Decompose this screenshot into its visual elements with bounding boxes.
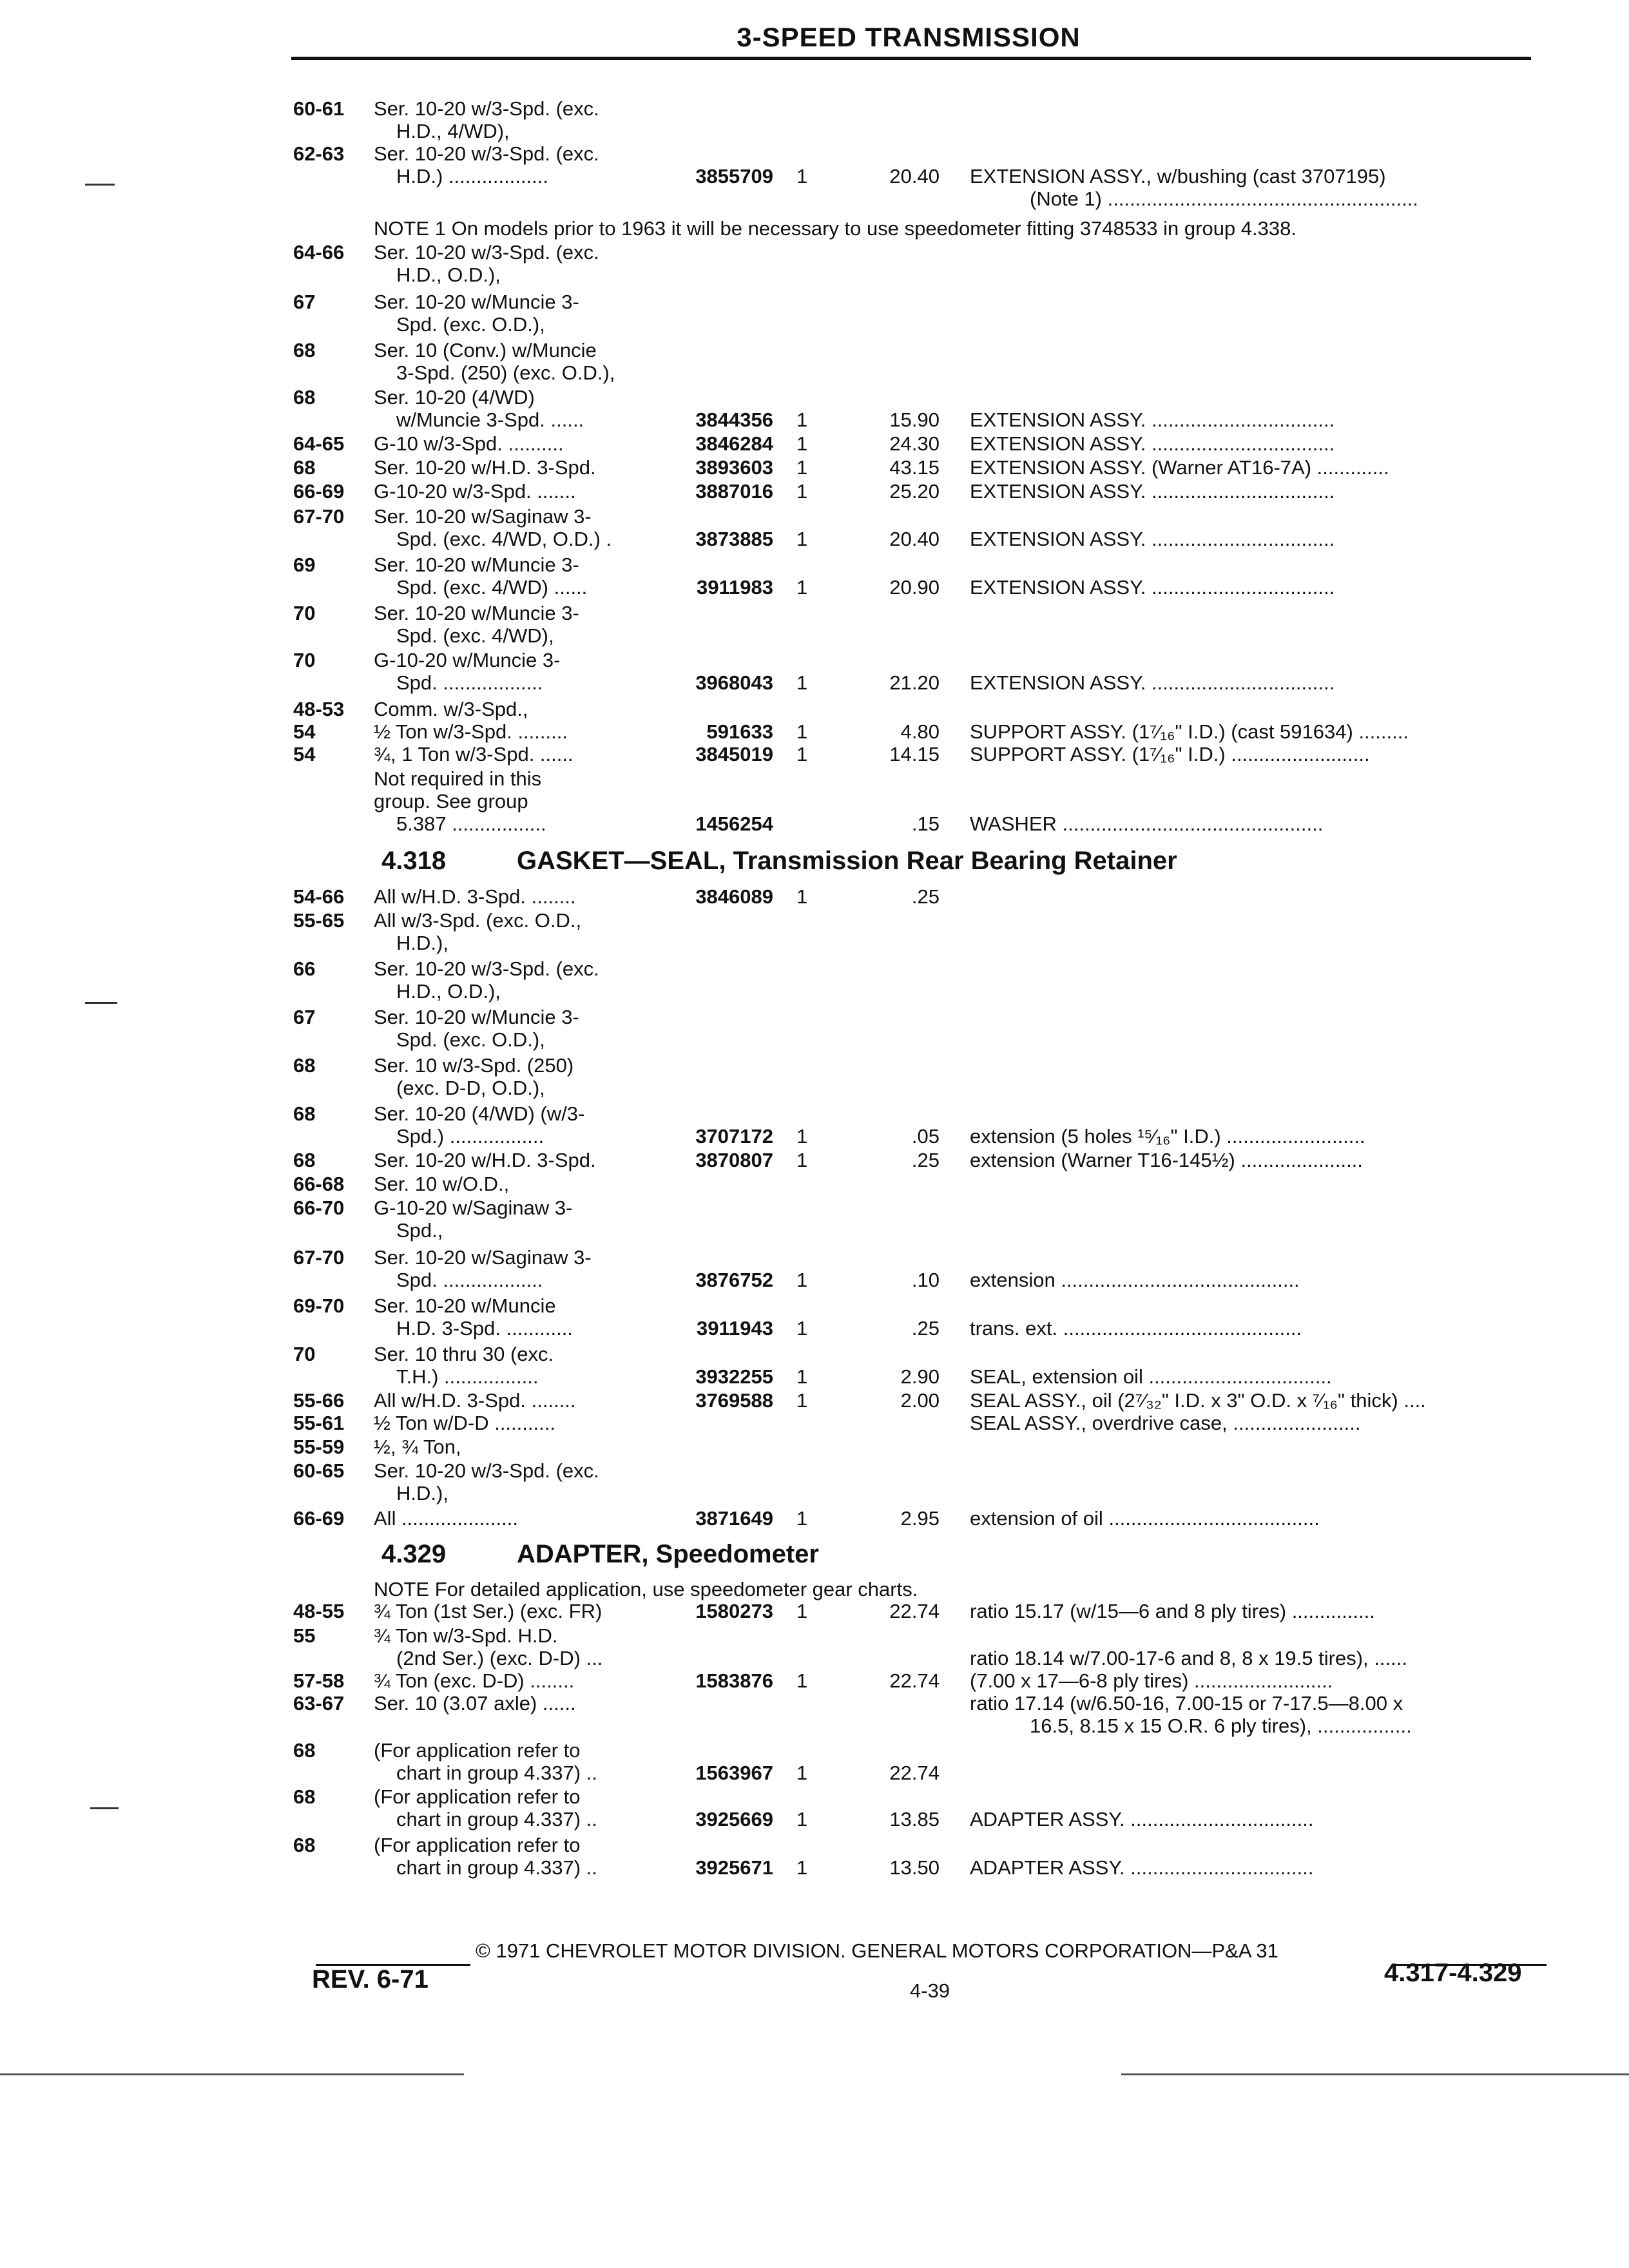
table-row [0, 164, 1629, 189]
model-description: Ser. 10-20 w/Muncie 3- [374, 291, 579, 313]
table-row [0, 1411, 1629, 1436]
table-row [0, 290, 1629, 314]
table-row [0, 119, 1629, 144]
table-row [0, 1599, 1629, 1624]
quantity: 1 [796, 432, 808, 455]
part-name: EXTENSION ASSY. ................................. [970, 576, 1335, 599]
part-name: EXTENSION ASSY. ................................. [970, 671, 1335, 694]
table-row [0, 1833, 1629, 1858]
model-description: Ser. 10-20 w/Muncie [374, 1294, 556, 1317]
quantity: 1 [796, 1507, 808, 1530]
table-row [0, 1316, 1629, 1341]
table-row [0, 720, 1629, 744]
part-name: (7.00 x 17—6-8 ply tires) ......................... [970, 1669, 1333, 1692]
model-description: H.D. 3-Spd. ............ [396, 1317, 573, 1340]
table-row [0, 1148, 1629, 1173]
part-number: 1563967 [695, 1762, 773, 1784]
table-row [0, 1053, 1629, 1078]
price: 22.74 [889, 1669, 940, 1692]
part-number: 3845019 [695, 743, 773, 765]
price: 21.20 [889, 671, 940, 694]
quantity: 1 [796, 456, 808, 479]
part-name: EXTENSION ASSY. (Warner AT16-7A) ............. [970, 456, 1389, 479]
note-text: NOTE For detailed application, use speedometer gear charts. [374, 1578, 918, 1600]
table-row [0, 1102, 1629, 1126]
year-range: 67 [293, 1006, 316, 1028]
model-description: Ser. 10 (Conv.) w/Muncie [374, 339, 597, 361]
table-row [0, 1856, 1629, 1880]
model-description: ½, ¾ Ton, [374, 1436, 461, 1458]
part-name: EXTENSION ASSY. ................................. [970, 408, 1335, 431]
table-row [0, 338, 1629, 363]
table-row [0, 671, 1629, 695]
year-range: 68 [293, 1785, 316, 1808]
model-description: Ser. 10 (3.07 axle) ...... [374, 1692, 576, 1715]
model-description: Ser. 10 w/O.D., [374, 1173, 510, 1195]
model-description: T.H.) ................. [396, 1365, 539, 1388]
model-description: chart in group 4.337) .. [396, 1856, 597, 1879]
part-name: SEAL ASSY., overdrive case, ....................... [970, 1412, 1361, 1434]
table-row [0, 1172, 1629, 1196]
part-number: 3876752 [695, 1269, 773, 1291]
part-name: EXTENSION ASSY. ................................. [970, 432, 1335, 455]
model-description: ½ Ton w/D-D ........... [374, 1412, 555, 1434]
year-range: 60-65 [293, 1459, 345, 1482]
table-row [0, 408, 1629, 432]
table-row [0, 1028, 1629, 1052]
price: 15.90 [889, 408, 940, 431]
price: 24.30 [889, 432, 940, 455]
model-description: Spd. .................. [396, 671, 543, 694]
model-description: Spd. (exc. O.D.), [396, 313, 545, 336]
model-description: Spd., [396, 1219, 443, 1242]
part-number: 3873885 [695, 528, 773, 550]
model-description: Ser. 10-20 w/H.D. 3-Spd. [374, 456, 596, 479]
table-row [0, 885, 1629, 909]
table-row [0, 767, 1629, 791]
year-range: 64-66 [293, 241, 345, 264]
model-description: G-10-20 w/Saginaw 3- [374, 1196, 573, 1219]
model-description: G-10 w/3-Spd. .......... [374, 432, 564, 455]
quantity: 1 [796, 408, 808, 431]
table-row [0, 624, 1629, 648]
model-description: Comm. w/3-Spd., [374, 698, 528, 720]
table-row [0, 1124, 1629, 1149]
model-description: ¾ Ton (1st Ser.) (exc. FR) [374, 1600, 602, 1622]
part-number: 3855709 [695, 165, 773, 187]
table-row [0, 1196, 1629, 1220]
part-name: trans. ext. ........................................... [970, 1317, 1302, 1340]
year-range: 67-70 [293, 505, 345, 528]
year-range: 70 [293, 649, 316, 671]
model-description: 5.387 ................. [396, 812, 546, 835]
quantity: 1 [796, 1856, 808, 1879]
table-row [0, 931, 1629, 956]
part-number: 3887016 [695, 480, 773, 503]
table-row [0, 1389, 1629, 1413]
table-row [0, 1342, 1629, 1367]
model-description: H.D., O.D.), [396, 980, 501, 1003]
table-row [0, 1481, 1629, 1506]
footer-copyright: © 1971 CHEVROLET MOTOR DIVISION. GENERAL MOTORS CORPORATION—P&A 31 [476, 1939, 1278, 1962]
year-range: 64-65 [293, 432, 345, 455]
quantity: 1 [796, 671, 808, 694]
header-rule [291, 57, 1531, 60]
year-range: 63-67 [293, 1692, 345, 1715]
quantity: 1 [796, 1669, 808, 1692]
part-number: 3911943 [697, 1317, 773, 1340]
model-description: Ser. 10-20 (4/WD) (w/3- [374, 1102, 585, 1125]
year-range: 69 [293, 553, 316, 576]
part-number: 3707172 [695, 1125, 773, 1148]
table-row [0, 908, 1629, 933]
price: 14.15 [889, 743, 940, 765]
model-description: ¾ Ton (exc. D-D) ........ [374, 1669, 575, 1692]
table-row [0, 601, 1629, 626]
price: 2.00 [900, 1389, 940, 1412]
model-description: ¾ Ton w/3-Spd. H.D. [374, 1624, 558, 1647]
quantity: 1 [796, 1149, 808, 1171]
table-row [0, 1005, 1629, 1030]
section-title: ADAPTER, Speedometer [517, 1540, 819, 1568]
price: 13.50 [889, 1856, 940, 1879]
part-number: 3846284 [695, 432, 773, 455]
table-row [0, 97, 1629, 121]
table-row [0, 1268, 1629, 1293]
model-description: Ser. 10-20 w/Saginaw 3- [374, 505, 592, 528]
quantity: 1 [796, 1365, 808, 1388]
table-row [0, 1691, 1629, 1716]
price: .15 [911, 812, 940, 835]
table-row [0, 1506, 1629, 1531]
section-heading [381, 845, 1177, 876]
price: 20.90 [889, 576, 940, 599]
price: .25 [911, 1317, 940, 1340]
section-heading [381, 1539, 819, 1570]
year-range: 66-70 [293, 1196, 345, 1219]
part-number: 3925671 [695, 1856, 773, 1879]
part-number: 3871649 [695, 1507, 773, 1530]
table-row [0, 648, 1629, 673]
quantity: 1 [796, 720, 808, 743]
model-description: H.D.), [396, 932, 448, 954]
part-name: ADAPTER ASSY. ................................. [970, 1856, 1314, 1879]
model-description: All w/3-Spd. (exc. O.D., [374, 909, 582, 932]
year-range: 62-63 [293, 142, 345, 165]
model-description: Not required in this [374, 767, 542, 790]
part-name: ratio 15.17 (w/15—6 and 8 ply tires) ............... [970, 1600, 1375, 1622]
quantity: 1 [796, 885, 808, 908]
table-row [0, 479, 1629, 504]
year-range: 55-66 [293, 1389, 345, 1412]
price: 13.85 [889, 1808, 940, 1831]
quantity: 1 [796, 480, 808, 503]
part-name: SUPPORT ASSY. (1⁷⁄₁₆" I.D.) ......................... [970, 743, 1370, 765]
model-description: Ser. 10-20 w/3-Spd. (exc. [374, 97, 599, 120]
model-description: w/Muncie 3-Spd. ...... [396, 408, 584, 431]
table-row [0, 1738, 1629, 1763]
bottom-rule [0, 2073, 464, 2075]
table-row [0, 385, 1629, 410]
year-range: 60-61 [293, 97, 345, 120]
model-description: Ser. 10 thru 30 (exc. [374, 1343, 554, 1365]
part-number: 3870807 [695, 1149, 773, 1171]
quantity: 1 [796, 1389, 808, 1412]
year-range: 68 [293, 1054, 316, 1077]
year-range: 55-59 [293, 1436, 345, 1458]
part-name: extension (Warner T16-145½) ...................... [970, 1149, 1363, 1171]
model-description: (exc. D-D, O.D.), [396, 1077, 545, 1099]
table-row [0, 1714, 1629, 1738]
quantity: 1 [796, 1125, 808, 1148]
year-range: 68 [293, 1102, 316, 1125]
part-name: extension of oil ...................................... [970, 1507, 1320, 1530]
table-row [0, 1761, 1629, 1785]
table-row [0, 979, 1629, 1004]
price: 22.74 [889, 1600, 940, 1622]
quantity: 1 [796, 1808, 808, 1831]
table-row [0, 312, 1629, 337]
table-row [0, 263, 1629, 287]
table-row [0, 432, 1629, 456]
part-name: ratio 17.14 (w/6.50-16, 7.00-15 or 7-17.5—8.00 x [970, 1692, 1403, 1715]
model-description: Ser. 10-20 (4/WD) [374, 386, 535, 408]
table-row [0, 240, 1629, 265]
table-row [0, 505, 1629, 529]
price: .25 [911, 885, 940, 908]
year-range: 54 [293, 720, 316, 743]
price: 2.95 [900, 1507, 940, 1530]
model-description: H.D.), [396, 1482, 448, 1504]
table-row [0, 1365, 1629, 1389]
part-number: 3893603 [695, 456, 773, 479]
part-name: SEAL ASSY., oil (2⁷⁄₃₂" I.D. x 3" O.D. x ⁷⁄₁₆" thick) .... [970, 1389, 1426, 1412]
price: .05 [911, 1125, 940, 1148]
quantity: 1 [796, 576, 808, 599]
table-row [0, 742, 1629, 767]
page-number: 4-39 [910, 1979, 950, 2002]
model-description: Ser. 10-20 w/H.D. 3-Spd. [374, 1149, 596, 1171]
year-range: 54-66 [293, 885, 345, 908]
model-description: Spd. (exc. 4/WD) ...... [396, 576, 588, 599]
model-description: H.D., 4/WD), [396, 120, 510, 142]
year-range: 68 [293, 386, 316, 408]
model-description: 3-Spd. (250) (exc. O.D.), [396, 361, 615, 384]
table-row [0, 1218, 1629, 1243]
price: .10 [911, 1269, 940, 1291]
model-description: G-10-20 w/3-Spd. ....... [374, 480, 576, 503]
year-range: 68 [293, 339, 316, 361]
part-name: WASHER ............................................... [970, 812, 1324, 835]
model-description: (For application refer to [374, 1834, 581, 1856]
year-range: 67-70 [293, 1246, 345, 1269]
year-range: 68 [293, 1834, 316, 1856]
model-description: Spd. (exc. O.D.), [396, 1028, 545, 1051]
quantity: 1 [796, 528, 808, 550]
table-row [0, 1624, 1629, 1648]
table-row [0, 361, 1629, 385]
year-range: 66-69 [293, 1507, 345, 1530]
part-number: 1580273 [695, 1600, 773, 1622]
part-name: EXTENSION ASSY., w/bushing (cast 3707195) [970, 165, 1386, 187]
model-description: ¾, 1 Ton w/3-Spd. ...... [374, 743, 574, 765]
part-number: 1456254 [695, 812, 773, 835]
price: 2.90 [900, 1365, 940, 1388]
part-number: 3769588 [695, 1389, 773, 1412]
model-description: H.D., O.D.), [396, 264, 501, 286]
year-range: 48-53 [293, 698, 345, 720]
year-range: 66-68 [293, 1173, 345, 1195]
section-number: 4.329 [381, 1540, 447, 1568]
quantity: 1 [796, 743, 808, 765]
table-row [0, 553, 1629, 577]
section-title: GASKET—SEAL, Transmission Rear Bearing Retainer [517, 847, 1177, 875]
model-description: Ser. 10-20 w/3-Spd. (exc. [374, 1459, 599, 1482]
quantity: 1 [796, 1600, 808, 1622]
model-description: Spd. (exc. 4/WD, O.D.) . [396, 528, 612, 550]
table-row [0, 1785, 1629, 1809]
table-row [0, 1294, 1629, 1318]
model-description: Ser. 10-20 w/Muncie 3- [374, 1006, 579, 1028]
year-range: 68 [293, 1149, 316, 1171]
section-number: 4.318 [381, 847, 447, 875]
model-description: Ser. 10-20 w/Muncie 3- [374, 602, 579, 624]
table-row [0, 575, 1629, 600]
table-row [0, 1435, 1629, 1459]
part-name: SEAL, extension oil ................................. [970, 1365, 1332, 1388]
year-range: 55-61 [293, 1412, 345, 1434]
year-range: 66 [293, 957, 316, 980]
part-name: ADAPTER ASSY. ................................. [970, 1808, 1314, 1831]
year-range: 68 [293, 456, 316, 479]
price: 22.74 [889, 1762, 940, 1784]
price: 25.20 [889, 480, 940, 503]
part-name: ratio 18.14 w/7.00-17-6 and 8, 8 x 19.5 tires), ...... [970, 1647, 1407, 1669]
year-range: 67 [293, 291, 316, 313]
part-number: 3844356 [695, 408, 773, 431]
model-description: (For application refer to [374, 1785, 581, 1808]
revision-label: REV. 6-71 [312, 1965, 429, 1994]
model-description: ½ Ton w/3-Spd. ......... [374, 720, 568, 743]
note-text: NOTE 1 On models prior to 1963 it will be necessary to use speedometer fitting 3748533 in group 4.338. [374, 217, 1296, 240]
price: 20.40 [889, 528, 940, 550]
section-range: 4.317-4.329 [1384, 1959, 1522, 1987]
model-description: chart in group 4.337) .. [396, 1762, 597, 1784]
year-range: 57-58 [293, 1669, 345, 1692]
model-description: (2nd Ser.) (exc. D-D) ... [396, 1647, 603, 1669]
table-row [0, 142, 1629, 166]
price: 43.15 [889, 456, 940, 479]
table-row [0, 527, 1629, 552]
part-number: 3968043 [695, 671, 773, 694]
page-title: 3-SPEED TRANSMISSION [737, 22, 1081, 52]
model-description: Ser. 10-20 w/3-Spd. (exc. [374, 241, 599, 264]
part-name: (Note 1) ........................................................ [1030, 187, 1418, 210]
model-description: All ..................... [374, 1507, 518, 1530]
part-number: 3911983 [697, 576, 773, 599]
part-name: extension ........................................... [970, 1269, 1300, 1291]
quantity: 1 [796, 1317, 808, 1340]
part-name: SUPPORT ASSY. (1⁷⁄₁₆" I.D.) (cast 591634) ......... [970, 720, 1409, 743]
year-range: 70 [293, 602, 316, 624]
model-description: chart in group 4.337) .. [396, 1808, 597, 1831]
model-description: H.D.) .................. [396, 165, 548, 187]
model-description: Spd. .................. [396, 1269, 543, 1291]
part-name: 16.5, 8.15 x 15 O.R. 6 ply tires), ................. [1030, 1715, 1412, 1737]
model-description: Ser. 10-20 w/3-Spd. (exc. [374, 142, 599, 165]
year-range: 66-69 [293, 480, 345, 503]
model-description: Spd. (exc. 4/WD), [396, 624, 554, 647]
table-row [0, 456, 1629, 480]
year-range: 48-55 [293, 1600, 345, 1622]
table-row [0, 1076, 1629, 1100]
table-row [0, 1669, 1629, 1693]
price: 4.80 [900, 720, 940, 743]
part-name: EXTENSION ASSY. ................................. [970, 480, 1335, 503]
part-number: 3925669 [695, 1808, 773, 1831]
table-row [0, 789, 1629, 814]
model-description: Ser. 10-20 w/3-Spd. (exc. [374, 957, 599, 980]
year-range: 55-65 [293, 909, 345, 932]
part-number: 3846089 [695, 885, 773, 908]
part-name: EXTENSION ASSY. ................................. [970, 528, 1335, 550]
quantity: 1 [796, 165, 808, 187]
table-row [0, 957, 1629, 981]
table-row [0, 697, 1629, 722]
price: .25 [911, 1149, 940, 1171]
table-row [0, 1459, 1629, 1483]
year-range: 68 [293, 1739, 316, 1762]
model-description: Spd.) ................. [396, 1125, 545, 1148]
year-range: 54 [293, 743, 316, 765]
price: 20.40 [889, 165, 940, 187]
bottom-rule [1121, 2073, 1629, 2075]
quantity: 1 [796, 1762, 808, 1784]
model-description: All w/H.D. 3-Spd. ........ [374, 885, 576, 908]
table-row [0, 1245, 1629, 1270]
model-description: group. See group [374, 790, 528, 812]
table-row [0, 1807, 1629, 1832]
model-description: (For application refer to [374, 1739, 581, 1762]
part-number: 1583876 [695, 1669, 773, 1692]
year-range: 69-70 [293, 1294, 345, 1317]
table-row [0, 1646, 1629, 1671]
model-description: Ser. 10-20 w/Muncie 3- [374, 553, 579, 576]
quantity: 1 [796, 1269, 808, 1291]
model-description: G-10-20 w/Muncie 3- [374, 649, 561, 671]
table-row [0, 812, 1629, 836]
table-row [0, 187, 1629, 211]
part-name: extension (5 holes ¹⁵⁄₁₆" I.D.) ......................... [970, 1125, 1365, 1148]
model-description: All w/H.D. 3-Spd. ........ [374, 1389, 576, 1412]
model-description: Ser. 10-20 w/Saginaw 3- [374, 1246, 592, 1269]
year-range: 70 [293, 1343, 316, 1365]
model-description: Ser. 10 w/3-Spd. (250) [374, 1054, 574, 1077]
year-range: 55 [293, 1624, 316, 1647]
part-number: 591633 [706, 720, 773, 743]
part-number: 3932255 [695, 1365, 773, 1388]
